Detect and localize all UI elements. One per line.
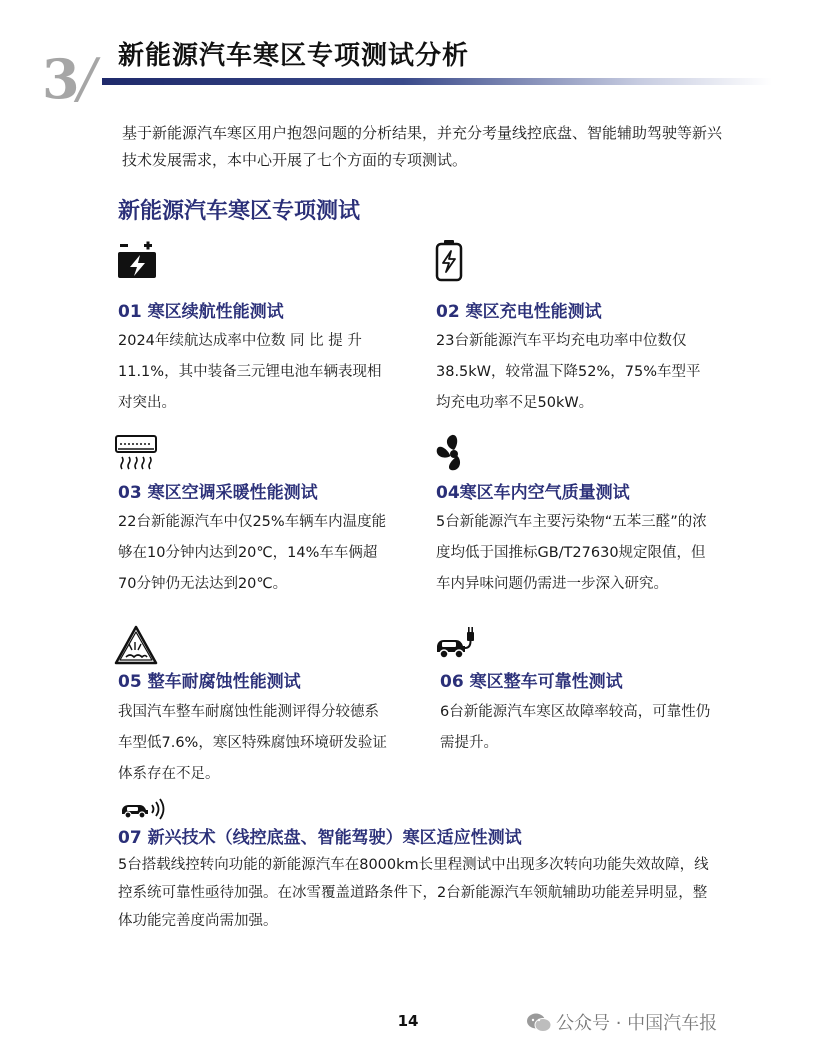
item-body-05: 我国汽车整车耐腐蚀性能测评得分较德系车型低7.6%，寒区特殊腐蚀环境研发验证体系存在不足。 <box>118 704 387 782</box>
wechat-icon <box>526 1012 552 1034</box>
watermark-text: 公众号 · 中国汽车报 <box>556 1013 718 1034</box>
item-title-02: 02 寒区充电性能测试 <box>436 302 602 322</box>
section-slash: / <box>78 47 97 110</box>
fan-icon <box>432 432 476 476</box>
item-body-01: 2024年续航达成率中位数 同 比 提 升11.1%，其中装备三元锂电池车辆表现相对突出。 <box>118 333 382 411</box>
item-title-05: 05 整车耐腐蚀性能测试 <box>118 672 301 692</box>
page-number: 14 <box>397 1012 419 1030</box>
item-title-01: 01 寒区续航性能测试 <box>118 302 284 322</box>
item-title-07: 07 新兴技术（线控底盘、智能驾驶）寒区适应性测试 <box>118 828 522 848</box>
battery-icon <box>116 240 160 284</box>
header-divider <box>102 78 772 85</box>
item-body-02: 23台新能源汽车平均充电功率中位数仅38.5kW，较常温下降52%，75%车型平均充电功率不足50kW。 <box>436 333 701 411</box>
section-number: 3 <box>42 47 80 111</box>
charging-battery-icon <box>428 238 472 282</box>
item-body-07: 5台搭载线控转向功能的新能源汽车在8000km长里程测试中出现多次转向功能失效故障，线控系统可靠性亟待加强。在冰雪覆盖道路条件下，2台新能源汽车领航辅助功能差异明显，整体功能完善度尚需加强。 <box>118 857 709 929</box>
air-conditioner-icon <box>114 430 158 474</box>
item-title-06: 06 寒区整车可靠性测试 <box>440 672 623 692</box>
intro-paragraph: 基于新能源汽车寒区用户抱怨问题的分析结果，并充分考量线控底盘、智能辅助驾驶等新兴技术发展需求，本中心开展了七个方面的专项测试。 <box>122 124 723 169</box>
item-body-06: 6台新能源汽车寒区故障率较高，可靠性仍需提升。 <box>440 704 711 751</box>
electric-car-plug-icon <box>434 622 478 666</box>
item-title-03: 03 寒区空调采暖性能测试 <box>118 483 318 503</box>
watermark <box>556 1010 717 1038</box>
item-title-04: 04寒区车内空气质量测试 <box>436 483 630 503</box>
page-title: 新能源汽车寒区专项测试分析 <box>118 41 470 71</box>
corrosion-warning-icon <box>114 624 158 668</box>
item-body-03: 22台新能源汽车中仅25%车辆车内温度能够在10分钟内达到20℃，14%车车俩超70分钟仍无法达到20℃。 <box>118 514 387 592</box>
item-body-04: 5台新能源汽车主要污染物“五苯三醛”的浓度均低于国推标GB/T27630规定限值，但车内异味问题仍需进一步深入研究。 <box>436 514 707 592</box>
smart-car-signal-icon <box>120 798 168 820</box>
section-subtitle: 新能源汽车寒区专项测试 <box>118 199 361 224</box>
